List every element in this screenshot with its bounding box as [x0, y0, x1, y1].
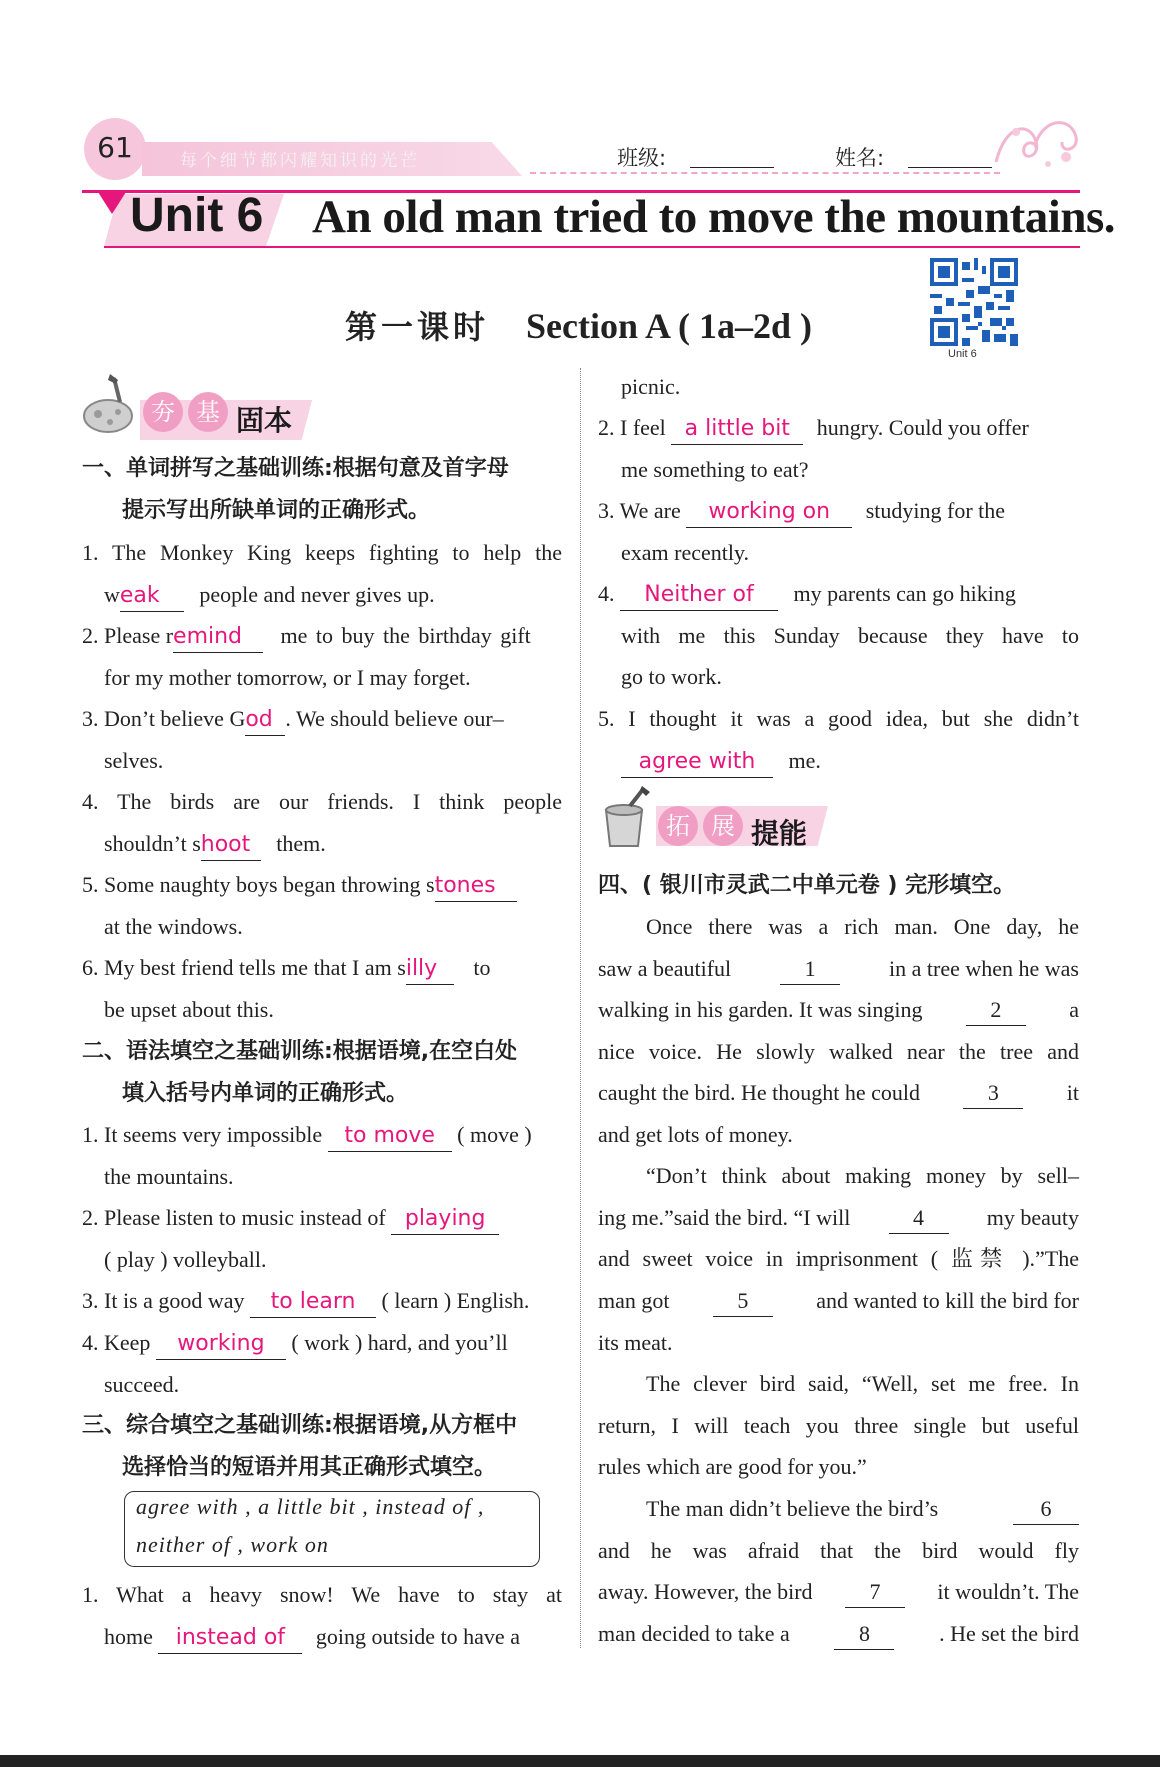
header-dash-line — [530, 172, 1000, 174]
cloze-line-5-rest: it — [1066, 1080, 1079, 1105]
unit-title: An old man tried to move the mountains. — [312, 191, 1116, 243]
p2-q3-rest: ( learn ) English. — [381, 1288, 530, 1313]
p1-q2-pre: 2. Please r — [82, 623, 174, 648]
p1-q2-rest: me to buy the birthday gift — [280, 623, 531, 648]
extend-section-title: 提能 — [751, 817, 808, 850]
p1-q4-line2 — [104, 829, 326, 861]
flourish-ornament-icon — [986, 112, 1086, 176]
cloze-line-2 — [598, 954, 1079, 985]
part3-heading: 三、综合填空之基础训练:根据语境,从方框中 — [82, 1413, 518, 1438]
p2-q4-answer[interactable]: working — [156, 1329, 286, 1360]
part1-heading-2: 提示写出所缺单词的正确形式。 — [122, 498, 431, 523]
p1-q2-line1 — [82, 621, 562, 653]
cloze-blank-8[interactable]: 8 — [834, 1619, 894, 1650]
p2-q3-pre: 3. It is a good way — [82, 1288, 245, 1313]
cloze-line-9: and sweet voice in imprisonment ( 监禁 ).”The — [598, 1246, 1079, 1271]
cloze-line-10-pre: man got — [598, 1288, 670, 1313]
p1-q1-line1: 1. The Monkey King keeps fighting to help the — [82, 540, 562, 565]
cloze-line-7: “Don’t think about making money by sell– — [646, 1163, 1079, 1188]
cloze-line-15-pre: The man didn’t believe the bird’s — [646, 1496, 939, 1521]
cloze-line-8-rest: my beauty — [986, 1205, 1079, 1230]
cloze-line-3-rest: a — [1069, 997, 1079, 1022]
p3-q4-rest: my parents can go hiking — [793, 581, 1016, 606]
p2-q1-line1 — [82, 1120, 532, 1152]
phrase-box-line2: neither of , work on — [136, 1532, 329, 1557]
p1-q4-rest: them. — [276, 831, 326, 856]
cloze-blank-1[interactable]: 1 — [780, 954, 840, 985]
footer-bar — [0, 1755, 1160, 1767]
p1-q5-line1 — [82, 870, 517, 902]
cloze-line-14: rules which are good for you.” — [598, 1454, 867, 1479]
p1-q3-line1 — [82, 704, 504, 736]
p3-q4-answer[interactable]: Neither of — [620, 580, 778, 611]
cloze-line-10 — [598, 1286, 1079, 1317]
p1-q5-answer[interactable]: tones — [435, 871, 517, 902]
p2-q3-line1 — [82, 1286, 529, 1318]
p2-q4-line1 — [82, 1328, 508, 1360]
unit-label: Unit 6 — [130, 189, 264, 242]
p3-q2-rest: hungry. Could you offer — [816, 415, 1029, 440]
p2-q2-pre: 2. Please listen to music instead of — [82, 1205, 386, 1230]
cloze-line-5 — [598, 1078, 1079, 1109]
p2-q1-pre: 1. It seems very impossible — [82, 1122, 323, 1147]
cloze-line-16: and he was afraid that the bird would fly — [598, 1538, 1079, 1563]
p3-q3-pre: 3. We are — [598, 498, 681, 523]
phrase-box-line1: agree with , a little bit , instead of , — [136, 1494, 485, 1519]
column-divider — [580, 368, 581, 1648]
part4-heading: 四、( 银川市灵武二中单元卷 ) 完形填空。 — [598, 873, 1016, 898]
p3-q1-line2 — [104, 1622, 520, 1654]
p3-q1-pre: home — [104, 1624, 153, 1649]
p1-q3-answer[interactable]: od — [245, 705, 285, 736]
p1-q4-pre: shouldn’t s — [104, 831, 201, 856]
part3-heading-2: 选择恰当的短语并用其正确形式填空。 — [122, 1455, 497, 1480]
cloze-line-13: return, I will teach you three single but useful — [598, 1413, 1079, 1438]
class-label: 班级: — [617, 146, 667, 170]
p3-q1-answer[interactable]: instead of — [158, 1623, 302, 1654]
p1-q1-line2 — [104, 580, 435, 612]
p3-q2-answer[interactable]: a little bit — [671, 414, 803, 445]
cloze-line-3-pre: walking in his garden. It was singing — [598, 997, 923, 1022]
p3-q3-rest: studying for the — [865, 498, 1006, 523]
p3-q1-line1: 1. What a heavy snow! We have to stay at — [82, 1582, 562, 1607]
bubble-tuo: 拓 — [658, 806, 698, 846]
class-field[interactable] — [690, 167, 774, 168]
p1-q4-answer[interactable]: hoot — [201, 830, 261, 861]
part1-heading: 一、单词拼写之基础训练:根据句意及首字母 — [82, 456, 509, 481]
p3-q3-answer[interactable]: working on — [686, 497, 852, 528]
p3-q5-answer[interactable]: agree with — [621, 747, 773, 778]
basic-section-title: 固本 — [236, 404, 293, 437]
p3-q4-line1 — [598, 579, 1016, 611]
cloze-line-8-pre: ing me.”said the bird. “I will — [598, 1205, 851, 1230]
part2-heading-2: 填入括号内单词的正确形式。 — [122, 1081, 409, 1106]
bubble-ji: 基 — [188, 392, 228, 432]
p3-q4-line3: go to work. — [621, 664, 722, 689]
cloze-line-6: and get lots of money. — [598, 1122, 793, 1147]
cloze-blank-2[interactable]: 2 — [966, 995, 1026, 1026]
p3-q1-rest: going outside to have a — [315, 1624, 520, 1649]
cloze-line-2-rest: in a tree when he was — [889, 956, 1079, 981]
p3-q5-rest: me. — [788, 748, 821, 773]
qr-code-icon[interactable] — [930, 258, 1018, 346]
cloze-line-17 — [598, 1577, 1079, 1608]
p2-q2-answer[interactable]: playing — [391, 1204, 499, 1235]
cloze-blank-3[interactable]: 3 — [963, 1078, 1023, 1109]
qr-caption: Unit 6 — [948, 348, 977, 360]
p1-q3-rest: . We should believe our– — [285, 706, 504, 731]
p2-q3-answer[interactable]: to learn — [250, 1287, 376, 1318]
p2-q1-line2: the mountains. — [104, 1164, 234, 1189]
p3-q5-line2 — [621, 746, 821, 778]
name-field[interactable] — [908, 167, 992, 168]
p1-q1-answer[interactable]: eak — [120, 581, 184, 612]
p1-q6-answer[interactable]: illy — [406, 954, 454, 985]
p1-q1-rest: people and never gives up. — [199, 582, 435, 607]
cloze-blank-5[interactable]: 5 — [713, 1286, 773, 1317]
p2-q2-line2: ( play ) volleyball. — [104, 1247, 267, 1272]
cloze-line-4: nice voice. He slowly walked near the tree and — [598, 1039, 1079, 1064]
cloze-line-18-pre: man decided to take a — [598, 1621, 790, 1646]
p1-q6-line2: be upset about this. — [104, 997, 274, 1022]
p1-q5-line2: at the windows. — [104, 914, 243, 939]
p3-q3-line2: exam recently. — [621, 540, 750, 565]
p3-q2-line2: me something to eat? — [621, 457, 809, 482]
p3-q4-pre: 4. — [598, 581, 615, 606]
p1-q4-line1: 4. The birds are our friends. I think people — [82, 789, 562, 814]
cloze-line-18 — [598, 1619, 1079, 1650]
p3-q1-line3: picnic. — [621, 374, 681, 399]
cloze-line-17-rest: it wouldn’t. The — [937, 1579, 1079, 1604]
lesson-title-cn: 第一课时 — [345, 308, 490, 346]
header-bottom-rule — [104, 246, 1080, 248]
cloze-line-18-rest: . He set the bird — [939, 1621, 1079, 1646]
part2-heading: 二、语法填空之基础训练:根据语境,在空白处 — [82, 1039, 518, 1064]
cloze-line-11: its meat. — [598, 1330, 673, 1355]
p1-q2-line2: for my mother tomorrow, or I may forget. — [104, 665, 471, 690]
cloze-blank-7[interactable]: 7 — [845, 1577, 905, 1608]
cloze-line-10-rest: and wanted to kill the bird for — [816, 1288, 1079, 1313]
p1-q6-rest: to — [473, 955, 491, 980]
p3-q3-line1 — [598, 496, 1005, 528]
palette-icon — [80, 372, 140, 436]
unit-marker-icon — [98, 192, 126, 214]
p2-q4-line2: succeed. — [104, 1372, 180, 1397]
p1-q3-line2: selves. — [104, 748, 164, 773]
cloze-line-12: The clever bird said, “Well, set me free. In — [646, 1371, 1079, 1396]
cloze-line-3 — [598, 995, 1079, 1026]
cloze-line-17-pre: away. However, the bird — [598, 1579, 813, 1604]
cloze-line-8 — [598, 1203, 1079, 1234]
p2-q4-pre: 4. Keep — [82, 1330, 151, 1355]
lesson-title — [345, 302, 812, 348]
name-label: 姓名: — [835, 146, 885, 170]
p2-q4-rest: ( work ) hard, and you’ll — [291, 1330, 508, 1355]
p1-q2-answer[interactable]: emind — [173, 622, 263, 653]
cloze-line-5-pre: caught the bird. He thought he could — [598, 1080, 920, 1105]
p1-q6-line1 — [82, 953, 490, 985]
cloze-line-2-pre: saw a beautiful — [598, 956, 732, 981]
p3-q2-line1 — [598, 413, 1029, 445]
p2-q2-line1 — [82, 1203, 499, 1235]
cloze-blank-4[interactable]: 4 — [889, 1203, 949, 1234]
lesson-title-en: Section A ( 1a–2d ) — [526, 306, 813, 346]
cloze-line-1: Once there was a rich man. One day, he — [646, 914, 1079, 939]
p3-q5-line1: 5. I thought it was a good idea, but she didn’t — [598, 706, 1079, 731]
p1-q6-pre: 6. My best friend tells me that I am s — [82, 955, 406, 980]
cloze-blank-6[interactable]: 6 — [1013, 1494, 1079, 1525]
p1-q5-pre: 5. Some naughty boys began throwing s — [82, 872, 435, 897]
slogan: 每个细节都闪耀知识的光芒 — [180, 151, 420, 171]
bubble-zhan: 展 — [703, 806, 743, 846]
p1-q3-pre: 3. Don’t believe G — [82, 706, 246, 731]
p3-q4-line2: with me this Sunday because they have to — [621, 623, 1079, 648]
p1-q1-letter: w — [104, 582, 120, 607]
bubble-hang: 夯 — [143, 392, 183, 432]
page-number: 61 — [84, 118, 146, 180]
p2-q1-rest: ( move ) — [457, 1122, 532, 1147]
p2-q1-answer[interactable]: to move — [328, 1121, 452, 1152]
cloze-line-15 — [646, 1494, 1079, 1525]
p3-q2-pre: 2. I feel — [598, 415, 666, 440]
paint-bucket-icon — [596, 786, 656, 852]
